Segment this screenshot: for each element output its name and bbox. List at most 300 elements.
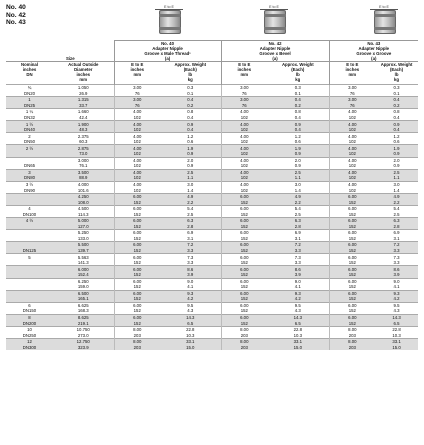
ete-cell: 152 <box>221 248 267 254</box>
od-cell: 2.875 <box>53 145 114 151</box>
nominal-cell: 1 ½ <box>6 121 53 127</box>
ete-cell: 6.00 <box>221 302 267 308</box>
od-cell: 5.500 <box>53 242 114 248</box>
ete-cell: 4.00 <box>114 157 160 163</box>
ete-cell: 4.00 <box>221 181 267 187</box>
weight-cell: 0.4 <box>393 114 400 120</box>
ete-cell: 6.00 <box>329 302 375 308</box>
title-no-42: No. 42 <box>6 11 26 19</box>
weight-cell: 1.4 <box>393 187 400 193</box>
weight-cell: 22.8 <box>267 326 329 332</box>
weight-cell: 3.9 <box>375 272 418 278</box>
weight-cell: 9.0 <box>160 278 221 284</box>
nominal-cell: DN100 <box>22 211 37 217</box>
ete-cell: 152 <box>221 320 267 326</box>
weight-cell: 3.3 <box>375 248 418 254</box>
ete-cell: 102 <box>329 127 375 133</box>
weight-cell: 2.2 <box>375 199 418 205</box>
weight-cell: 0.9 <box>393 163 400 169</box>
ete-cell: 203 <box>329 332 375 338</box>
ete-cell: 152 <box>329 236 375 242</box>
weight-cell: 1.2 <box>267 133 329 139</box>
od-cell: 114.3 <box>78 211 89 217</box>
weight-cell: 0.9 <box>375 121 418 127</box>
od-cell: 33.7 <box>53 103 114 109</box>
adapter-nipple-drawing <box>374 10 396 34</box>
ete-cell: 76 <box>114 103 160 109</box>
ete-cell: 102 <box>221 127 267 133</box>
weight-cell: 4.3 <box>294 308 301 314</box>
weight-cell: 0.9 <box>294 163 301 169</box>
ete-cell: 6.00 <box>329 278 375 284</box>
ete-cell: 76 <box>221 103 267 109</box>
ete-cell: 6.00 <box>114 218 160 224</box>
weight-cell: 0.1 <box>187 90 194 96</box>
nominal-cell: 4 <box>6 205 53 211</box>
ete-cell: 152 <box>114 260 160 266</box>
weight-cell: 3.1 <box>187 235 194 241</box>
weight-cell: 2.5 <box>393 211 400 217</box>
table-body <box>6 85 418 351</box>
weight-cell: 7.3 <box>375 254 418 260</box>
ete-cell: 102 <box>221 163 267 169</box>
od-cell: 101.6 <box>77 187 89 193</box>
ete-cell: 6.00 <box>221 193 267 199</box>
ete-cell: 4.00 <box>221 121 267 127</box>
weight-cell: 2.5 <box>294 211 301 217</box>
od-cell: 6.625 <box>53 302 114 308</box>
ete-cell: 4.00 <box>221 157 267 163</box>
nominal-cell: 3 <box>6 169 53 175</box>
ete-cell: 102 <box>329 163 375 169</box>
weight-cell: 6.3 <box>160 218 221 224</box>
weight-cell: 1.4 <box>187 187 194 193</box>
weight-cell: 2.5 <box>187 211 194 217</box>
table-row <box>6 345 418 351</box>
ete-cell: 4.00 <box>221 109 267 115</box>
weight-cell: 7.2 <box>267 242 329 248</box>
ete-cell: 152 <box>221 284 267 290</box>
no43-fitting-image <box>372 6 396 36</box>
od-cell: 4.500 <box>53 205 114 211</box>
dimensions-table <box>6 40 418 350</box>
od-cell: 165.1 <box>53 296 114 302</box>
weight-cell: 9.3 <box>160 290 221 296</box>
weight-cell: 4.3 <box>393 308 400 314</box>
ete-cell: 6.00 <box>329 290 375 296</box>
ete-cell: 4.00 <box>329 157 375 163</box>
weight-cell: 8.6 <box>375 266 418 272</box>
ete-cell: 102 <box>329 115 375 121</box>
weight-cell: 6.3 <box>375 218 418 224</box>
ete-cell: 102 <box>329 175 375 181</box>
product-header-no40: No. 40 Adapter Nipple Groove x Male Thread¹ (a) <box>114 41 221 62</box>
weight-cell: 4.1 <box>187 284 194 290</box>
weight-cell: 3.3 <box>393 260 400 266</box>
od-cell: 5.000 <box>53 218 114 224</box>
ete-cell: 6.00 <box>114 302 160 308</box>
ete-cell: 4.00 <box>329 133 375 139</box>
nominal-cell: 12 <box>6 338 53 344</box>
ete-cell: 102 <box>114 187 160 193</box>
ete-cell: 102 <box>114 175 160 181</box>
od-cell: 5.563 <box>53 254 114 260</box>
weight-cell: 1.4 <box>294 187 301 193</box>
ete-cell: 8.00 <box>329 326 375 332</box>
ete-cell: 102 <box>114 139 160 145</box>
ete-cell: 152 <box>329 260 375 266</box>
weight-cell: 6.5 <box>267 320 329 326</box>
weight-cell: 9.3 <box>267 290 329 296</box>
od-cell: 48.3 <box>53 127 114 133</box>
ete-cell: 4.00 <box>114 109 160 115</box>
ete-cell: 102 <box>221 115 267 121</box>
ete-cell: 152 <box>221 199 267 205</box>
product-header-no42: No. 42 Adapter Nipple Groove x Bevel (a) <box>221 41 329 62</box>
ete-cell: 102 <box>329 139 375 145</box>
ete-cell: 152 <box>114 236 160 242</box>
weight-cell: 0.4 <box>267 97 329 103</box>
ete-cell: 6.00 <box>221 230 267 236</box>
ete-cell: 152 <box>221 296 267 302</box>
weight-cell: 1.1 <box>267 175 329 181</box>
ete-cell: 152 <box>329 296 375 302</box>
nominal-cell: DN40 <box>6 127 53 133</box>
nominal-cell: DN150 <box>22 308 37 314</box>
weight-cell: 0.2 <box>267 103 329 109</box>
weight-cell: 2.5 <box>160 169 221 175</box>
nominal-cell: DN125 <box>6 248 53 254</box>
weight-cell: 1.2 <box>160 133 221 139</box>
od-cell: 88.9 <box>53 175 114 181</box>
weight-cell: 0.4 <box>160 127 221 133</box>
od-cell: 76.1 <box>79 163 88 169</box>
weight-cell: 9.0 <box>375 278 418 284</box>
weight-cell: 0.9 <box>267 121 329 127</box>
ete-cell: 102 <box>114 127 160 133</box>
ete-cell: 6.00 <box>329 218 375 224</box>
od-cell: 3.000 <box>53 157 114 163</box>
ete-cell: 4.00 <box>114 121 160 127</box>
weight-cell: 2.0 <box>267 157 329 163</box>
od-cell: 6.000 <box>53 266 114 272</box>
ete-cell: 4.00 <box>114 181 160 187</box>
ete-cell: 152 <box>329 284 375 290</box>
nominal-cell: DN300 <box>6 345 53 351</box>
od-column-header: Actual Outside Diameter inches mm <box>53 62 114 85</box>
ete-cell: 102 <box>221 175 267 181</box>
product-header-no43: No. 43 Adapter Nipple Groove x Groove (a) <box>329 41 418 62</box>
ete-cell: 4.00 <box>221 145 267 151</box>
nominal-cell: DN65 <box>24 163 35 169</box>
weight-cell: 8.6 <box>267 266 329 272</box>
od-cell: 4.250 <box>53 193 114 199</box>
weight-cell: 1.9 <box>160 145 221 151</box>
weight-cell: 0.3 <box>160 85 221 91</box>
weight-cell: 2.8 <box>267 224 329 230</box>
ete-cell: 152 <box>221 272 267 278</box>
ete-cell: 152 <box>329 199 375 205</box>
od-cell: 26.9 <box>79 90 88 96</box>
ete-cell: 6.00 <box>114 254 160 260</box>
title-no-43: No. 43 <box>6 19 26 27</box>
ete-cell: 76 <box>329 103 375 109</box>
ete-cell: 152 <box>114 248 160 254</box>
weight-column-header: Approx. Weight (Each) lb kg <box>375 62 418 85</box>
weight-cell: 0.4 <box>267 127 329 133</box>
nominal-cell: 1 <box>6 97 53 103</box>
ete-cell: 102 <box>329 151 375 157</box>
weight-cell: 4.9 <box>160 193 221 199</box>
weight-cell: 6.9 <box>267 230 329 236</box>
ete-cell: 3.00 <box>221 97 267 103</box>
od-cell: 8.625 <box>53 314 114 320</box>
nominal-cell: 4 ½ <box>6 218 53 224</box>
od-cell: 6.500 <box>53 290 114 296</box>
od-cell: 4.000 <box>53 181 114 187</box>
weight-cell: 2.8 <box>160 224 221 230</box>
ete-cell: 102 <box>221 187 267 193</box>
od-cell: 1.660 <box>53 109 114 115</box>
ete-cell: 6.00 <box>221 290 267 296</box>
weight-cell: 0.6 <box>393 139 400 145</box>
od-cell: 5.250 <box>53 230 114 236</box>
product-titles <box>6 4 26 27</box>
weight-cell: 0.9 <box>187 163 194 169</box>
weight-cell: 14.3 <box>160 314 221 320</box>
ete-cell: 152 <box>221 308 267 314</box>
weight-cell: 0.9 <box>160 151 221 157</box>
ete-cell: 102 <box>114 151 160 157</box>
ete-column-header: E to E inches mm <box>221 62 267 85</box>
weight-cell: 2.0 <box>160 157 221 163</box>
ete-cell: 6.00 <box>221 254 267 260</box>
weight-cell: 3.9 <box>267 272 329 278</box>
ete-cell: 152 <box>114 320 160 326</box>
ete-cell: 6.00 <box>329 230 375 236</box>
od-cell: 127.0 <box>53 224 114 230</box>
ete-cell: 6.00 <box>114 290 160 296</box>
e-to-e-dimension: E to E <box>260 5 288 10</box>
ete-cell: 8.00 <box>221 338 267 344</box>
weight-cell: 10.3 <box>392 332 401 338</box>
weight-cell: 7.2 <box>160 242 221 248</box>
od-cell: 133.0 <box>77 235 89 241</box>
weight-cell: 0.4 <box>375 97 418 103</box>
nominal-cell: 8 <box>6 314 53 320</box>
weight-cell: 22.8 <box>375 326 418 332</box>
nominal-cell: 10 <box>6 326 53 332</box>
od-cell: 2.375 <box>53 133 114 139</box>
od-cell: 12.750 <box>53 338 114 344</box>
ete-cell: 203 <box>221 345 267 351</box>
weight-cell: 6.5 <box>375 320 418 326</box>
ete-cell: 6.00 <box>221 205 267 211</box>
ete-cell: 102 <box>329 187 375 193</box>
ete-cell: 203 <box>329 345 375 351</box>
ete-cell: 3.00 <box>114 85 160 91</box>
weight-cell: 14.3 <box>267 314 329 320</box>
weight-cell: 9.5 <box>375 302 418 308</box>
nominal-column-header: Nominal inches DN <box>6 62 53 85</box>
ete-cell: 203 <box>221 332 267 338</box>
weight-cell: 2.8 <box>375 224 418 230</box>
nominal-cell: DN32 <box>24 114 35 120</box>
weight-cell: 0.8 <box>267 109 329 115</box>
ete-cell: 76 <box>329 91 375 97</box>
ete-cell: 152 <box>114 296 160 302</box>
ete-cell: 152 <box>329 248 375 254</box>
weight-cell: 1.9 <box>267 145 329 151</box>
ete-cell: 4.00 <box>329 121 375 127</box>
weight-cell: 33.1 <box>375 338 418 344</box>
ete-cell: 152 <box>329 308 375 314</box>
weight-cell: 4.3 <box>187 308 194 314</box>
weight-cell: 14.3 <box>375 314 418 320</box>
ete-cell: 6.00 <box>221 314 267 320</box>
weight-cell: 0.6 <box>187 139 194 145</box>
od-cell: 168.3 <box>77 308 89 314</box>
weight-cell: 2.2 <box>267 199 329 205</box>
nominal-cell: 6 <box>6 302 53 308</box>
ete-cell: 152 <box>114 308 160 314</box>
od-cell: 73.0 <box>53 151 114 157</box>
ete-cell: 6.00 <box>114 266 160 272</box>
ete-cell: 6.00 <box>114 230 160 236</box>
ete-cell: 102 <box>221 151 267 157</box>
ete-cell: 3.00 <box>329 97 375 103</box>
ete-column-header: E to E inches mm <box>114 62 160 85</box>
ete-cell: 102 <box>114 163 160 169</box>
od-cell: 10.750 <box>53 326 114 332</box>
weight-cell: 5.4 <box>160 205 221 211</box>
e-to-e-dimension: E to E <box>370 5 398 10</box>
weight-cell: 6.5 <box>160 320 221 326</box>
weight-cell: 4.2 <box>267 296 329 302</box>
ete-cell: 4.00 <box>114 145 160 151</box>
weight-cell: 4.1 <box>393 284 400 290</box>
ete-column-header: E to E inches mm <box>329 62 375 85</box>
ete-cell: 152 <box>329 320 375 326</box>
weight-cell: 3.1 <box>294 235 301 241</box>
ete-cell: 6.00 <box>329 242 375 248</box>
weight-cell: 15.0 <box>267 345 329 351</box>
weight-cell: 22.8 <box>160 326 221 332</box>
no40-fitting-image <box>157 6 181 36</box>
ete-cell: 4.00 <box>114 169 160 175</box>
weight-cell: 3.3 <box>267 248 329 254</box>
nominal-cell: ¾ <box>6 85 53 91</box>
ete-cell: 4.00 <box>329 169 375 175</box>
weight-cell: 1.2 <box>375 133 418 139</box>
od-cell: 3.500 <box>53 169 114 175</box>
weight-cell: 5.4 <box>267 205 329 211</box>
weight-cell: 9.5 <box>160 302 221 308</box>
ete-cell: 152 <box>114 272 160 278</box>
size-header: Size <box>6 41 114 62</box>
ete-cell: 6.00 <box>114 242 160 248</box>
weight-column-header: Approx. Weight (Each) lb kg <box>160 62 221 85</box>
nominal-cell: DN200 <box>6 320 53 326</box>
ete-cell: 152 <box>114 211 160 217</box>
weight-cell: 0.8 <box>160 109 221 115</box>
od-cell: 219.1 <box>53 320 114 326</box>
weight-cell: 7.3 <box>160 254 221 260</box>
weight-cell: 15.0 <box>160 345 221 351</box>
weight-cell: 2.2 <box>160 199 221 205</box>
ete-cell: 6.00 <box>329 266 375 272</box>
ete-cell: 6.00 <box>329 205 375 211</box>
weight-cell: 6.3 <box>267 218 329 224</box>
weight-cell: 0.1 <box>294 90 301 96</box>
od-cell: 323.9 <box>53 345 114 351</box>
ete-cell: 102 <box>114 115 160 121</box>
weight-cell: 4.2 <box>375 296 418 302</box>
weight-cell: 0.4 <box>187 114 194 120</box>
weight-cell: 4.9 <box>267 193 329 199</box>
weight-cell: 2.5 <box>375 169 418 175</box>
ete-cell: 152 <box>221 224 267 230</box>
weight-cell: 6.9 <box>160 230 221 236</box>
ete-cell: 4.00 <box>114 133 160 139</box>
weight-cell: 4.9 <box>375 193 418 199</box>
od-cell: 1.900 <box>53 121 114 127</box>
weight-cell: 9.0 <box>267 278 329 284</box>
weight-cell: 2.0 <box>375 157 418 163</box>
ete-cell: 152 <box>114 284 160 290</box>
weight-cell: 10.3 <box>186 332 195 338</box>
ete-cell: 3.00 <box>114 97 160 103</box>
ete-cell: 6.00 <box>329 193 375 199</box>
ete-cell: 203 <box>114 345 160 351</box>
ete-cell: 6.00 <box>221 266 267 272</box>
od-cell: 159.0 <box>77 284 89 290</box>
weight-cell: 33.1 <box>267 338 329 344</box>
weight-cell: 0.9 <box>375 151 418 157</box>
weight-cell: 9.5 <box>267 302 329 308</box>
weight-cell: 6.9 <box>375 230 418 236</box>
ete-cell: 6.00 <box>221 218 267 224</box>
weight-cell: 1.1 <box>160 175 221 181</box>
nominal-cell: 2 <box>6 133 53 139</box>
ete-cell: 76 <box>114 91 160 97</box>
weight-cell: 8.6 <box>160 266 221 272</box>
ete-cell: 102 <box>221 139 267 145</box>
ete-cell: 4.00 <box>329 181 375 187</box>
weight-cell: 0.3 <box>267 85 329 91</box>
ete-cell: 6.00 <box>329 314 375 320</box>
ete-cell: 8.00 <box>221 326 267 332</box>
weight-cell: 0.4 <box>375 127 418 133</box>
weight-cell: 0.2 <box>160 103 221 109</box>
weight-cell: 7.3 <box>267 254 329 260</box>
weight-cell: 4.2 <box>160 296 221 302</box>
ete-cell: 152 <box>329 211 375 217</box>
weight-cell: 3.0 <box>160 181 221 187</box>
ete-cell: 4.00 <box>329 109 375 115</box>
weight-cell: 4.1 <box>294 284 301 290</box>
weight-cell: 0.4 <box>294 114 301 120</box>
weight-cell: 10.3 <box>293 332 302 338</box>
ete-cell: 8.00 <box>114 326 160 332</box>
nominal-cell: DN80 <box>6 175 53 181</box>
nominal-cell: 3 ½ <box>6 181 53 187</box>
weight-cell: 9.3 <box>375 290 418 296</box>
weight-cell: 2.5 <box>267 169 329 175</box>
no42-fitting-image <box>262 6 286 36</box>
weight-cell: 15.0 <box>375 345 418 351</box>
weight-column-header: Approx. Weight (Each) lb kg <box>267 62 329 85</box>
